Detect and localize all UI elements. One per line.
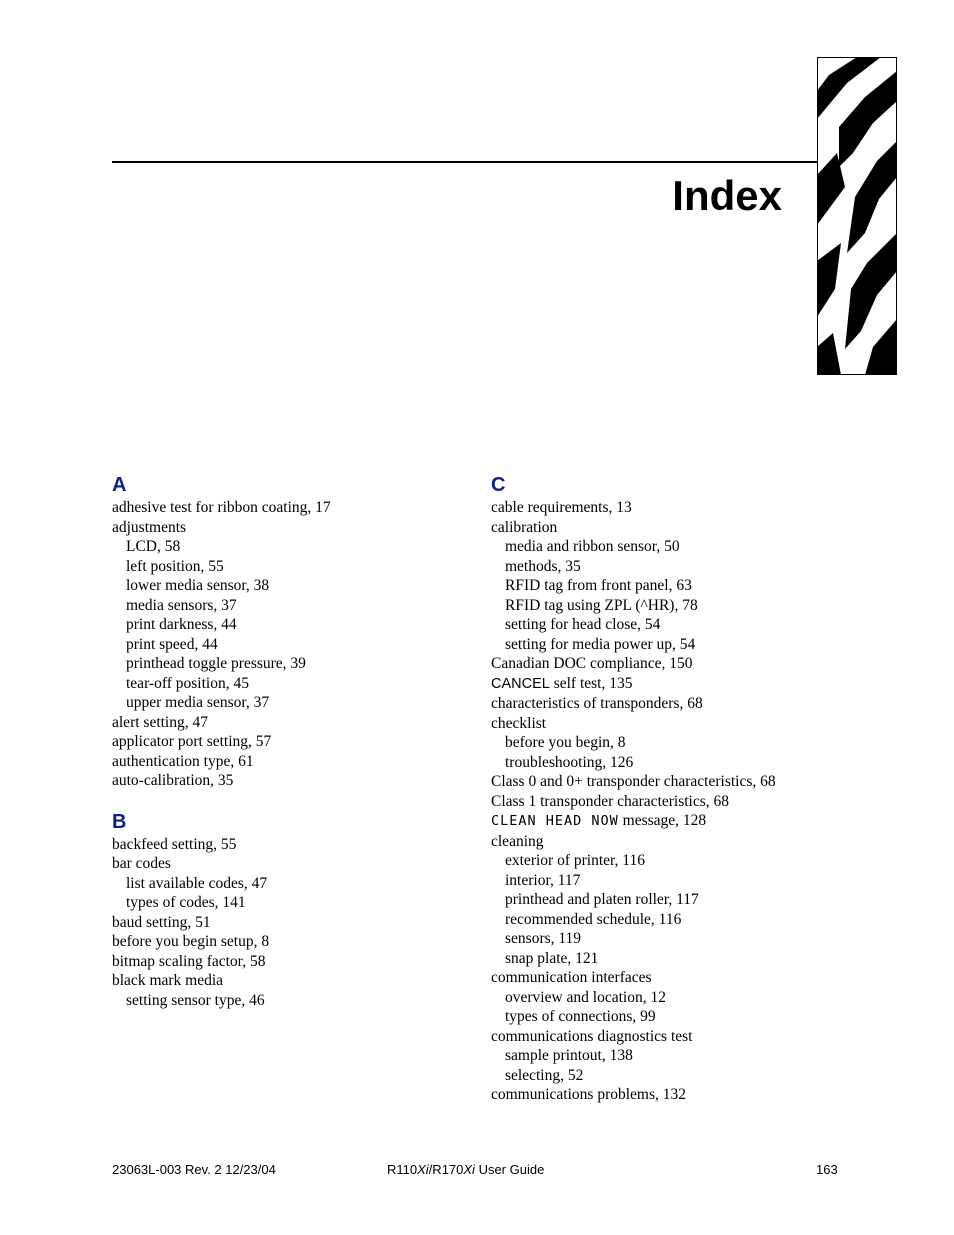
index-entry-text: overview and location, 12 xyxy=(505,988,666,1006)
index-subentry xyxy=(491,557,851,577)
index-entry-text: media sensors, 37 xyxy=(126,596,237,614)
index-subentry xyxy=(491,1066,851,1086)
index-entry xyxy=(112,752,452,772)
index-entry xyxy=(491,1085,851,1105)
index-subentry xyxy=(491,635,851,655)
index-entry xyxy=(112,713,452,733)
index-entry-text: communications problems, 132 xyxy=(491,1086,687,1103)
index-entry-text: left position, 55 xyxy=(126,557,224,575)
index-entry-text: baud setting, 51 xyxy=(112,913,211,931)
index-entry-text: tear-off position, 45 xyxy=(126,674,249,692)
index-subentry xyxy=(491,596,851,616)
index-subentry xyxy=(491,890,851,910)
index-entry-text: setting sensor type, 46 xyxy=(126,991,265,1009)
index-entry-term: CANCEL xyxy=(491,675,550,692)
section-letter: B xyxy=(112,810,127,833)
index-subentry xyxy=(491,929,851,949)
index-entry-text: calibration xyxy=(491,518,558,536)
index-entry-text: RFID tag from front panel, 63 xyxy=(505,577,692,594)
index-entry-text: LCD, 58 xyxy=(126,538,181,555)
index-subentry xyxy=(112,557,452,577)
footer-guide-title: R110Xi/R170Xi User Guide xyxy=(387,1162,545,1177)
footer-doc-id: 23063L-003 Rev. 2 12/23/04 xyxy=(112,1162,276,1177)
index-entry xyxy=(112,835,452,855)
index-entry-text: self test, 135 xyxy=(549,674,633,692)
index-entry xyxy=(112,771,452,791)
index-entry xyxy=(491,694,851,714)
index-entry-text: communication interfaces xyxy=(491,969,652,986)
index-subentry xyxy=(112,654,452,674)
index-entry xyxy=(491,714,851,734)
index-entry-text: RFID tag using ZPL (^HR), 78 xyxy=(505,596,698,614)
index-subentry xyxy=(112,893,452,913)
index-entry-text: Canadian DOC compliance, 150 xyxy=(491,655,693,672)
index-entry-text: before you begin setup, 8 xyxy=(112,933,270,950)
index-entry-text: sample printout, 138 xyxy=(505,1047,633,1064)
section-spacer xyxy=(112,791,452,810)
index-entry xyxy=(112,854,452,874)
index-entry-text: authentication type, 61 xyxy=(112,752,254,770)
index-entry xyxy=(112,971,452,991)
index-subentry xyxy=(112,635,452,655)
index-entry-text: snap plate, 121 xyxy=(505,949,599,967)
index-entry xyxy=(491,832,851,852)
index-entry-text: printhead toggle pressure, 39 xyxy=(126,655,306,672)
index-entry-text: adhesive test for ribbon coating, 17 xyxy=(112,499,331,516)
index-entry-text: setting for media power up, 54 xyxy=(505,635,696,653)
index-column-left xyxy=(112,473,452,1010)
index-subentry xyxy=(112,537,452,557)
index-entry-text: setting for head close, 54 xyxy=(505,616,661,633)
index-entry-text: interior, 117 xyxy=(505,871,581,889)
index-entry-text: print darkness, 44 xyxy=(126,616,237,633)
index-subentry xyxy=(491,988,851,1008)
index-subentry xyxy=(491,753,851,773)
index-entry xyxy=(491,498,851,518)
index-subentry xyxy=(491,537,851,557)
index-entry-text: bar codes xyxy=(112,855,171,872)
index-entry-text: methods, 35 xyxy=(505,557,581,575)
index-entry xyxy=(112,518,452,538)
index-entry-text: types of codes, 141 xyxy=(126,894,246,911)
index-subentry xyxy=(112,576,452,596)
index-entry-text: communications diagnostics test xyxy=(491,1027,693,1045)
index-entry xyxy=(112,732,452,752)
index-subentry xyxy=(491,910,851,930)
index-subentry xyxy=(491,949,851,969)
index-subentry xyxy=(112,693,452,713)
index-entry-text: auto-calibration, 35 xyxy=(112,772,234,789)
index-entry-text: backfeed setting, 55 xyxy=(112,835,237,853)
section-letter: C xyxy=(491,474,506,496)
index-entry xyxy=(491,674,851,695)
page-title: Index xyxy=(672,172,782,219)
index-entry xyxy=(491,811,851,832)
index-entry-text: alert setting, 47 xyxy=(112,713,208,731)
index-entry-text: troubleshooting, 126 xyxy=(505,753,634,771)
index-entry-text: bitmap scaling factor, 58 xyxy=(112,952,266,970)
index-subentry xyxy=(112,674,452,694)
index-entry-text: adjustments xyxy=(112,518,187,536)
index-subentry xyxy=(112,991,452,1011)
index-column-right xyxy=(491,473,851,1105)
index-subentry xyxy=(491,615,851,635)
index-entry xyxy=(491,654,851,674)
index-subentry xyxy=(491,1046,851,1066)
footer-page-number: 163 xyxy=(816,1162,838,1177)
index-entry-text: cable requirements, 13 xyxy=(491,499,632,516)
index-entry-text: media and ribbon sensor, 50 xyxy=(505,538,680,555)
index-subentry xyxy=(491,851,851,871)
index-entry-text: message, 128 xyxy=(618,812,707,829)
zebra-stripe-logo xyxy=(817,57,897,375)
index-entry-text: Class 1 transponder characteristics, 68 xyxy=(491,792,730,810)
section-letter: A xyxy=(112,474,127,496)
index-subentry xyxy=(491,576,851,596)
index-entry-text: cleaning xyxy=(491,832,544,850)
index-entry-text: print speed, 44 xyxy=(126,635,218,653)
index-entry xyxy=(491,518,851,538)
index-entry xyxy=(491,1027,851,1047)
index-entry-text: recommended schedule, 116 xyxy=(505,910,682,928)
index-entry-text: characteristics of transponders, 68 xyxy=(491,695,703,712)
index-entry xyxy=(491,772,851,792)
index-entry-text: printhead and platen roller, 117 xyxy=(505,891,699,908)
index-entry xyxy=(112,952,452,972)
index-entry-text: sensors, 119 xyxy=(505,930,582,947)
index-entry-text: upper media sensor, 37 xyxy=(126,694,270,711)
index-entry-text: lower media sensor, 38 xyxy=(126,577,270,594)
index-entry-text: types of connections, 99 xyxy=(505,1008,656,1025)
index-subentry xyxy=(491,1007,851,1027)
index-entry-text: list available codes, 47 xyxy=(126,874,268,892)
index-entry-text: before you begin, 8 xyxy=(505,734,626,751)
index-entry-term: CLEAN HEAD NOW xyxy=(491,813,619,829)
index-entry xyxy=(112,932,452,952)
index-entry-text: checklist xyxy=(491,714,547,732)
index-entry xyxy=(491,792,851,812)
index-subentry xyxy=(112,615,452,635)
index-entry-text: exterior of printer, 116 xyxy=(505,852,645,869)
index-entry xyxy=(112,498,452,518)
index-subentry xyxy=(112,874,452,894)
index-entry xyxy=(491,968,851,988)
index-subentry xyxy=(112,596,452,616)
index-subentry xyxy=(491,733,851,753)
index-subentry xyxy=(491,871,851,891)
header-rule xyxy=(112,161,818,163)
index-entry-text: selecting, 52 xyxy=(505,1066,584,1084)
index-entry xyxy=(112,913,452,933)
index-entry-text: Class 0 and 0+ transponder characteristics, 68 xyxy=(491,773,776,790)
index-entry-text: applicator port setting, 57 xyxy=(112,733,272,750)
index-entry-text: black mark media xyxy=(112,972,224,989)
